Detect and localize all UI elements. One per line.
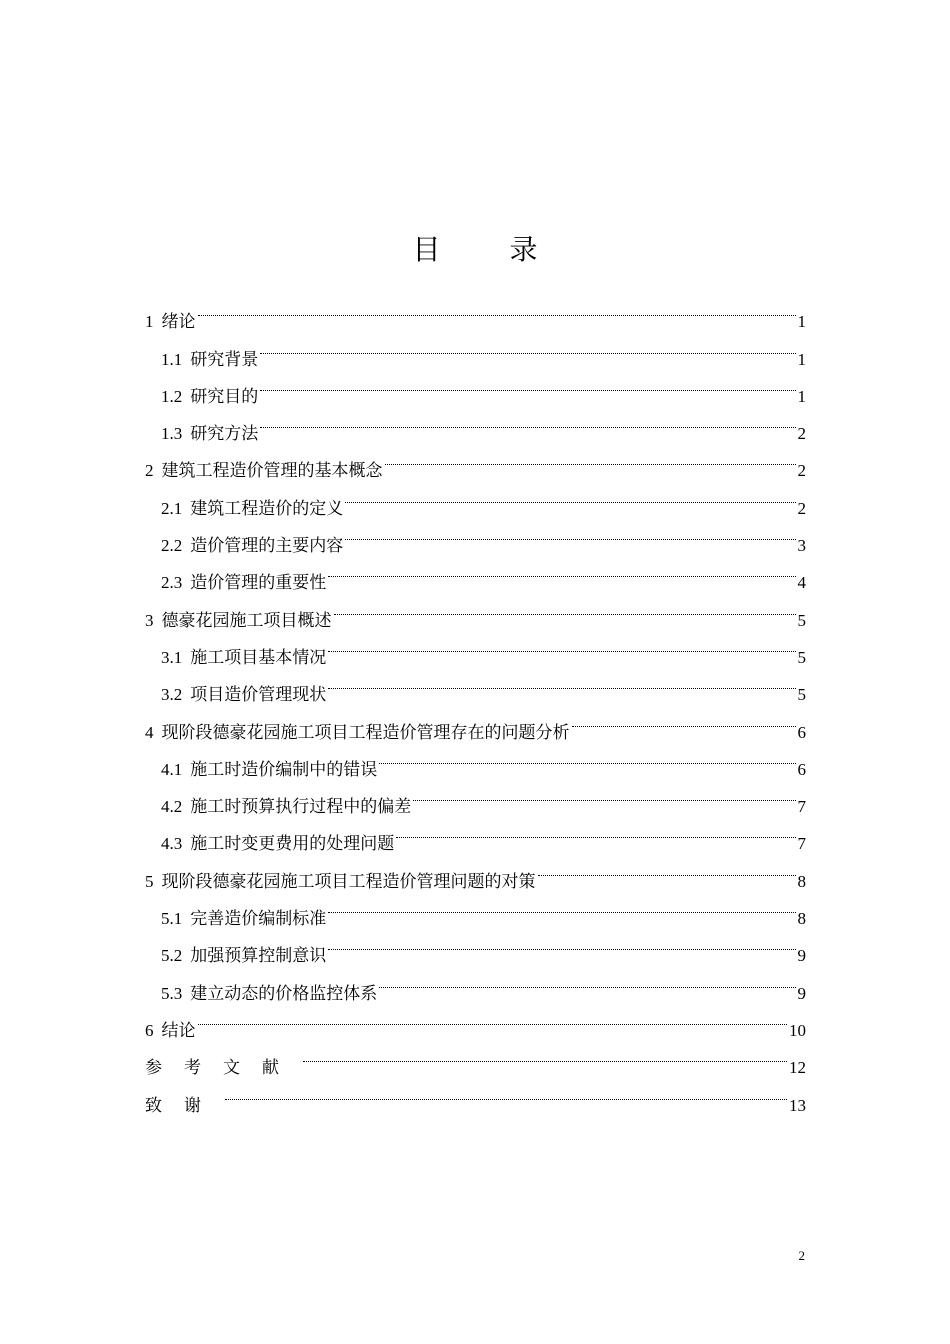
toc-dot-leader — [379, 738, 795, 775]
toc-entry-page: 13 — [789, 1095, 806, 1115]
toc-entry-title: 现阶段德豪花园施工项目工程造价管理问题的对策 — [161, 871, 536, 892]
toc-dot-leader — [260, 365, 795, 402]
toc-entry-page: 5 — [797, 647, 806, 667]
toc-entry-number: 4.1 — [161, 759, 183, 779]
toc-entry-page: 9 — [797, 946, 806, 966]
toc-entry-page: 2 — [797, 424, 806, 444]
toc-entry-number: 1.1 — [161, 349, 183, 369]
toc-entry-page: 10 — [789, 1020, 806, 1040]
toc-dot-leader — [198, 999, 788, 1036]
toc-dot-leader — [538, 849, 796, 886]
toc-entry-number: 5.1 — [161, 909, 183, 929]
toc-entry-number: 4 — [145, 722, 154, 742]
toc-dot-leader — [413, 775, 795, 812]
toc-dot-leader — [572, 700, 796, 737]
toc-entry[interactable] — [145, 290, 806, 333]
toc-entry-page: 2 — [797, 461, 806, 481]
toc-entry[interactable] — [145, 327, 806, 370]
toc-dot-leader — [225, 1073, 787, 1110]
toc-entry-number: 5.2 — [161, 946, 183, 966]
toc-dot-leader — [260, 402, 795, 439]
toc-entry-number: 1 — [145, 312, 154, 332]
toc-dot-leader — [334, 588, 796, 625]
toc-entry-title: 研究目的 — [190, 386, 259, 407]
toc-entry-title: 施工项目基本情况 — [190, 647, 327, 668]
toc-entry-number: 3 — [145, 610, 154, 630]
toc-entry-page: 7 — [797, 797, 806, 817]
toc-entry-page: 5 — [797, 610, 806, 630]
toc-entry-page: 12 — [789, 1058, 806, 1078]
toc-entry-title: 致谢 — [145, 1095, 223, 1116]
toc-entry-page: 1 — [797, 386, 806, 406]
toc-entry-number: 3.1 — [161, 647, 183, 667]
toc-entry-number: 2 — [145, 461, 154, 481]
toc-entry-number: 6 — [145, 1020, 154, 1040]
toc-entry-page: 9 — [797, 983, 806, 1003]
toc-entry-title: 完善造价编制标准 — [190, 909, 327, 930]
toc-dot-leader — [328, 551, 795, 588]
toc-entry-number: 2.2 — [161, 536, 183, 556]
toc-entry-number: 2.3 — [161, 573, 183, 593]
toc-entry-title: 研究方法 — [190, 424, 259, 445]
toc-dot-leader — [379, 961, 795, 998]
toc-dot-leader — [345, 476, 795, 513]
toc-dot-leader — [328, 626, 795, 663]
toc-dot-leader — [396, 812, 795, 849]
toc-entry-title: 造价管理的主要内容 — [190, 536, 344, 557]
toc-entry-title: 参考文献 — [145, 1058, 301, 1079]
toc-entry[interactable] — [145, 1036, 806, 1079]
toc-entry-number: 3.2 — [161, 685, 183, 705]
toc-entry-page: 2 — [797, 498, 806, 518]
toc-entry-page: 8 — [797, 909, 806, 929]
toc-entry[interactable] — [145, 999, 806, 1041]
toc-entry-title: 造价管理的重要性 — [190, 573, 327, 594]
toc-entry-page: 6 — [797, 722, 806, 742]
toc-entry-title: 施工时预算执行过程中的偏差 — [190, 797, 412, 818]
toc-entry-title: 绪论 — [161, 312, 196, 333]
toc-entry-title: 施工时变更费用的处理问题 — [190, 834, 395, 855]
toc-entry-page: 7 — [797, 834, 806, 854]
toc-entry-number: 4.2 — [161, 797, 183, 817]
toc-dot-leader — [345, 514, 795, 551]
toc-entry-number: 2.1 — [161, 498, 183, 518]
toc-entry-page: 1 — [797, 349, 806, 369]
toc-entry-page: 1 — [797, 312, 806, 332]
toc-dot-leader — [328, 887, 795, 924]
toc-entry-title: 建筑工程造价管理的基本概念 — [161, 461, 383, 482]
toc-entry-number: 5.3 — [161, 983, 183, 1003]
toc-entry-title: 加强预算控制意识 — [190, 946, 327, 967]
toc-entry-page: 5 — [797, 685, 806, 705]
toc-dot-leader — [198, 290, 796, 327]
toc-entry[interactable] — [145, 1073, 806, 1116]
toc-entry-number: 5 — [145, 871, 154, 891]
toc-entry-page: 3 — [797, 536, 806, 556]
toc-entry-title: 德豪花园施工项目概述 — [161, 610, 332, 631]
toc-entry-page: 6 — [797, 759, 806, 779]
toc-dot-leader — [328, 663, 795, 700]
toc-dot-leader — [303, 1036, 787, 1073]
toc-dot-leader — [385, 439, 796, 476]
toc-entry-title: 建筑工程造价的定义 — [190, 498, 344, 519]
toc-entry-page: 4 — [797, 573, 806, 593]
toc-entry-page: 8 — [797, 871, 806, 891]
page-number: 2 — [798, 1248, 805, 1263]
toc-dot-leader — [328, 924, 795, 961]
toc-entry-number: 1.2 — [161, 386, 183, 406]
toc-entry-title: 研究背景 — [190, 349, 259, 370]
toc-entry-title: 施工时造价编制中的错误 — [190, 759, 378, 780]
toc-dot-leader — [260, 327, 795, 364]
toc-entry-title: 结论 — [161, 1020, 196, 1041]
toc-entry-title: 现阶段德豪花园施工项目工程造价管理存在的问题分析 — [161, 722, 570, 743]
toc-entry-title: 项目造价管理现状 — [190, 685, 327, 706]
toc-title: 目 录 — [412, 233, 568, 266]
toc-entry-number: 1.3 — [161, 424, 183, 444]
toc-list — [145, 290, 806, 1116]
toc-entry-title: 建立动态的价格监控体系 — [190, 983, 378, 1004]
toc-entry-number: 4.3 — [161, 834, 183, 854]
